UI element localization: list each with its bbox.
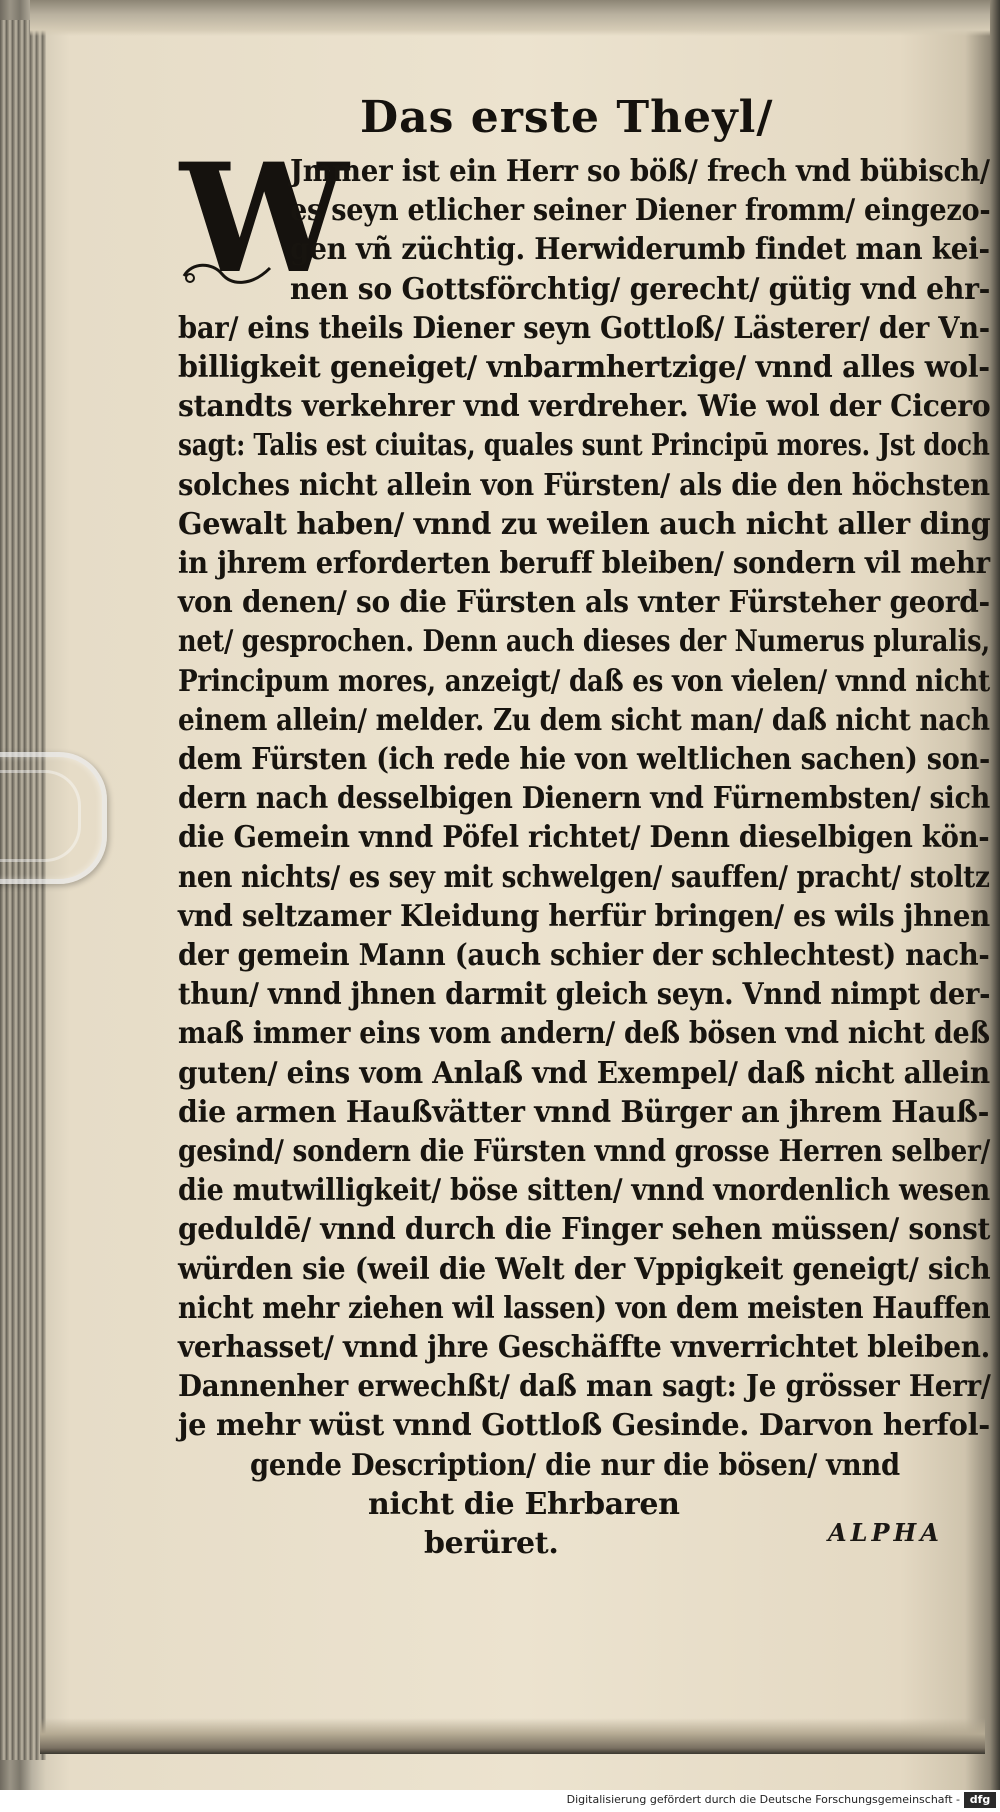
text-line: standts verkehrer vnd verdreher. Wie wol der Cicero [178, 389, 991, 425]
text-line: in jhrem erforderten beruff bleiben/ sondern vil mehr [178, 546, 990, 581]
text-line: die Gemein vnnd Pöfel richtet/ Denn dieselbigen kön- [178, 820, 990, 856]
text-line: bar/ eins theils Diener seyn Gottloß/ Lästerer/ der Vn- [178, 310, 990, 346]
text-line: berüret. [424, 1526, 559, 1561]
initial-letter: W [180, 131, 349, 307]
text-line: dem Fürsten (ich rede hie von weltlichen sachen) son- [178, 742, 991, 777]
text-line: billigkeit geneiget/ vnbarmhertzige/ vnnd alles wol- [178, 350, 990, 385]
text-line: von denen/ so die Fürsten als vnter Fürsteher geord- [178, 585, 990, 621]
text-line: nen nichts/ es sey mit schwelgen/ sauffen/ pracht/ stoltz [178, 859, 990, 895]
initial-flourish-icon [182, 258, 272, 288]
text-line: der gemein Mann (auch schier der schlechtest) nach- [178, 938, 990, 973]
text-line: vnd seltzamer Kleidung herfür bringen/ es wils jhnen [178, 898, 990, 934]
text-line: solches nicht allein von Fürsten/ als die den höchsten [178, 467, 990, 503]
text-line: guten/ eins vom Anlaß vnd Exempel/ daß nicht allein [178, 1055, 990, 1091]
text-line: nen so Gottsförchtig/ gerecht/ gütig vnd ehr- [290, 271, 991, 307]
text-line: verhasset/ vnnd jhre Geschäffte vnverrichtet bleiben. [178, 1330, 991, 1365]
text-line: je mehr wüst vnnd Gottloß Gesinde. Darvon herfol- [178, 1408, 990, 1444]
catchword: ALPHA [828, 1518, 943, 1547]
page-edge-top [30, 0, 990, 36]
text-line: die mutwilligkeit/ böse sitten/ vnnd vnordenlich wesen [178, 1173, 990, 1209]
text-line: gesind/ sondern die Fürsten vnnd grosse Herren selber/ [178, 1134, 991, 1169]
dfg-logo-icon: dfg [964, 1792, 996, 1808]
text-line: Principum mores, anzeigt/ daß es von vielen/ vnnd nicht [178, 663, 991, 699]
text-line: würden sie (weil die Welt der Vppigkeit geneigt/ sich [178, 1251, 991, 1287]
running-head: Das erste Theyl/ [360, 92, 774, 143]
text-line: Gewalt haben/ vnnd zu weilen auch nicht aller ding [178, 506, 991, 542]
footer-credit: Digitalisierung gefördert durch die Deutsche Forschungsgemeinschaft - [566, 1793, 960, 1806]
text-line: geduldē/ vnnd durch die Finger sehen müssen/ sonst [178, 1212, 991, 1248]
page-leaves [0, 20, 46, 1760]
text-line: net/ gesprochen. Denn auch dieses der Numerus pluralis, [178, 624, 990, 660]
text-line: maß immer eins vom andern/ deß bösen vnd nicht deß [178, 1016, 990, 1052]
text-line: sagt: Talis est ciuitas, quales sunt Principū mores. Jst doch [178, 428, 990, 464]
text-line: nicht mehr ziehen wil lassen) von dem meisten Hauffen [178, 1290, 991, 1326]
text-line: die armen Haußvätter vnnd Bürger an jhrem Hauß- [178, 1094, 990, 1130]
text-line: einem allein/ melder. Zu dem sicht man/ daß nicht nach [178, 702, 990, 738]
text-line: thun/ vnnd jhnen darmit gleich seyn. Vnnd nimpt der- [178, 977, 991, 1013]
page-edge-bottom [40, 1718, 985, 1754]
text-line: dern nach desselbigen Dienern vnd Fürnembsten/ sich [178, 781, 990, 817]
text-line: gende Description/ die nur die bösen/ vnnd [250, 1447, 900, 1483]
text-line: nicht die Ehrbaren [368, 1486, 680, 1522]
page-clip-inner [0, 770, 81, 862]
text-line: gen vñ züchtig. Herwiderumb findet man kei- [290, 232, 990, 268]
text-line: Jmmer ist ein Herr so böß/ frech vnd bübisch/ [290, 154, 990, 189]
text-line: es seyn etlicher seiner Diener fromm/ eingezo- [290, 193, 991, 229]
text-line: Dannenher erwechßt/ daß man sagt: Je grösser Herr/ [178, 1369, 991, 1405]
